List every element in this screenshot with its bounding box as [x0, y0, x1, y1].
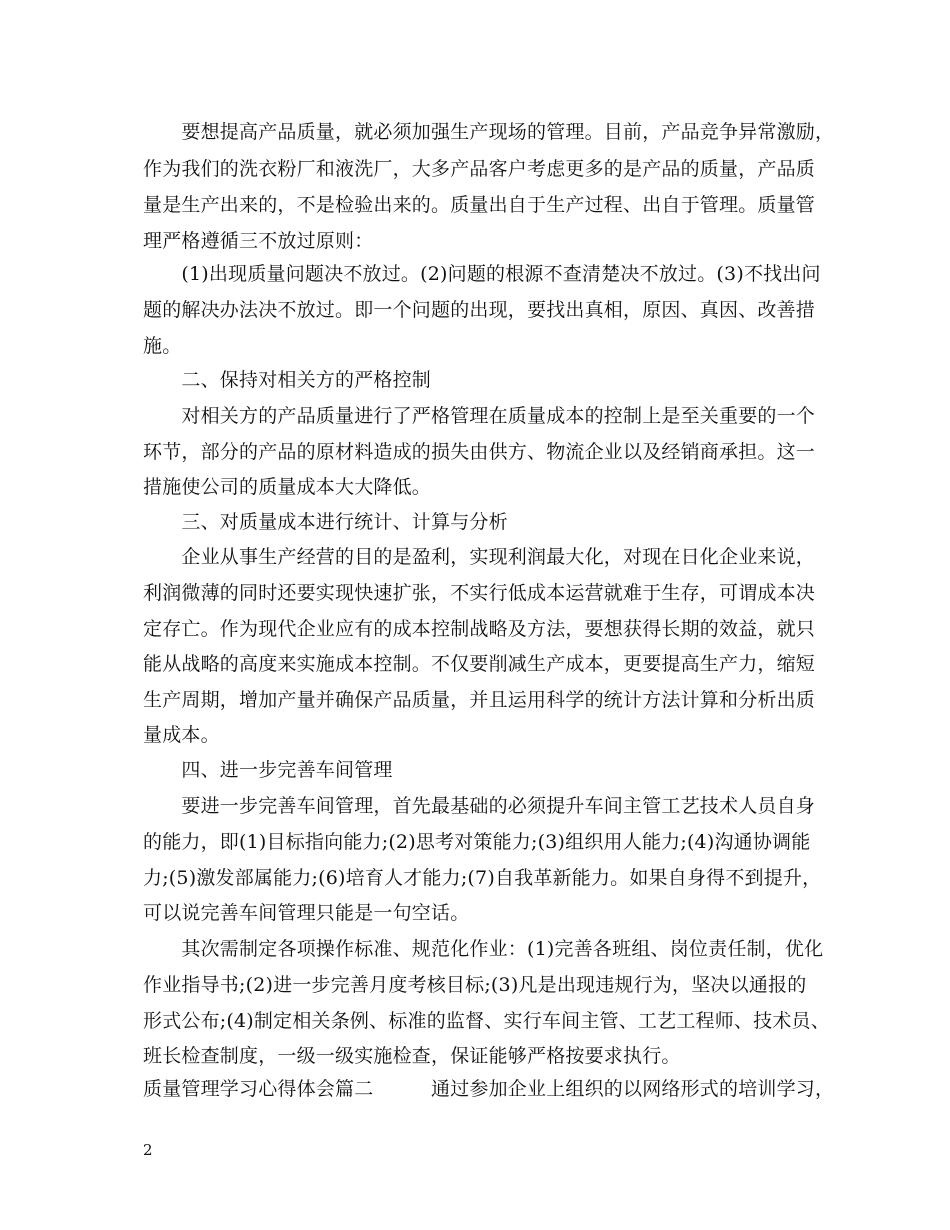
text-line: 措施使公司的质量成本大大降低。: [143, 476, 432, 498]
text-line: 施。: [143, 335, 182, 357]
text-line: 的能力，即(1)目标指向能力;(2)思考对策能力;(3)组织用人能力;(4)沟通协调能: [143, 831, 811, 853]
text-line: 环节，部分的产品的原材料造成的损失由供方、物流企业以及经销商承担。这一: [143, 441, 816, 463]
text-line: 对相关方的产品质量进行了严格管理在质量成本的控制上是至关重要的一个: [143, 405, 816, 427]
page-number: 2: [143, 1141, 153, 1159]
text-line: 量是生产出来的，不是检验出来的。质量出自于生产过程、出自于管理。质量管: [143, 194, 816, 216]
text-line: 定存亡。作为现代企业应有的成本控制战略及方法，要想获得长期的效益，就只: [143, 618, 816, 640]
text-line: 利润微薄的同时还要实现快速扩张，不实行低成本运营就难于生存，可谓成本决: [143, 582, 816, 604]
text-line: (1)出现质量问题决不放过。(2)问题的根源不查清楚决不放过。(3)不找出问: [143, 263, 821, 285]
text-line: 班长检查制度，一级一级实施检查，保证能够严格按要求执行。: [143, 1045, 681, 1067]
text-line: 要进一步完善车间管理，首先最基础的必须提升车间主管工艺技术人员自身: [143, 795, 816, 817]
text-line: 理严格遵循三不放过原则：: [143, 230, 374, 252]
text-line: 形式公布;(4)制定相关条例、标准的监督、实行车间主管、工艺工程师、技术员、: [143, 1010, 830, 1032]
text-line: 能从战略的高度来实施成本控制。不仅要削减生产成本，更要提高生产力，缩短: [143, 653, 816, 675]
text-line: 三、对质量成本进行统计、计算与分析: [143, 511, 508, 533]
text-line: 要想提高产品质量，就必须加强生产现场的管理。目前，产品竞争异常激励，: [143, 121, 835, 143]
text-line: 其次需制定各项操作标准、规范化作业：(1)完善各班组、岗位责任制，优化: [143, 938, 824, 960]
text-line: 质量管理学习心得体会篇二 通过参加企业上组织的以网络形式的培训学习，: [143, 1078, 835, 1100]
text-line: 二、保持对相关方的严格控制: [143, 369, 432, 391]
text-line: 作业指导书;(2)进一步完善月度考核目标;(3)凡是出现违规行为，坚决以通报的: [143, 974, 807, 996]
text-line: 四、进一步完善车间管理: [143, 759, 393, 781]
text-line: 量成本。: [143, 724, 220, 746]
text-line: 可以说完善车间管理只能是一句空话。: [143, 902, 470, 924]
text-line: 生产周期，增加产量并确保产品质量，并且运用科学的统计方法计算和分析出质: [143, 689, 816, 711]
text-line: 作为我们的洗衣粉厂和液洗厂，大多产品客户考虑更多的是产品的质量，产品质: [143, 158, 816, 180]
text-line: 题的解决办法决不放过。即一个问题的出现，要找出真相，原因、真因、改善措: [143, 299, 816, 321]
text-line: 力;(5)激发部属能力;(6)培育人才能力;(7)自我革新能力。如果自身得不到提升，: [143, 867, 822, 889]
text-line: 企业从事生产经营的目的是盈利，实现利润最大化，对现在日化企业来说，: [143, 546, 816, 568]
